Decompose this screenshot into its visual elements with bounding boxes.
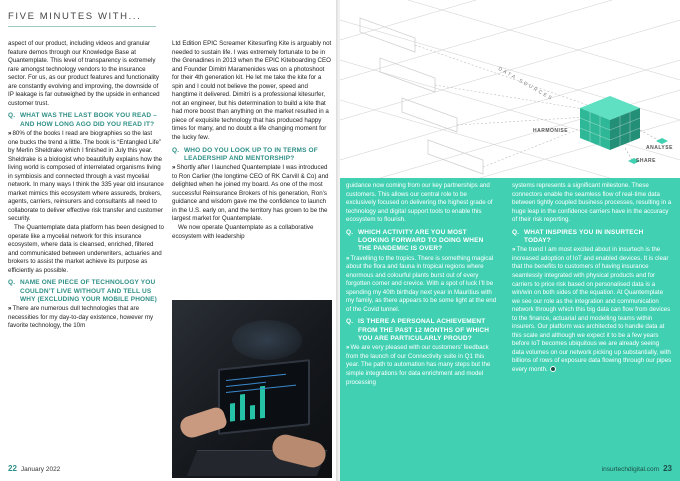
right-column-2 [512,182,672,375]
data-flow-diagram [340,0,680,178]
question-heading [512,229,672,246]
hand-left [178,405,229,440]
screen-bar [260,386,265,419]
harmonise-label: HARMONISE [533,128,569,134]
screen-bar [250,405,255,420]
question-label: Q. [8,279,16,287]
body-paragraph: The Quantemplate data platform has been designed to operate like a mycelial network for this insurance ecosystem, where data is cleansed, enriched, filtered and communicated between underwriters, actuaries and brokers to assist the market achieve its purpose as efficiently as possible. [8,223,164,274]
page-number: 23 [663,464,672,473]
screen-bar [240,394,245,421]
screen-bar [230,403,235,422]
answer-arrow-icon: » [8,129,11,137]
question-label: Q. [346,318,354,326]
question-heading [8,279,164,304]
screen-line [226,374,286,381]
answer-arrow-icon: » [512,246,515,254]
answer-paragraph [512,246,672,374]
end-of-article-icon [550,366,556,372]
answer-arrow-icon: » [8,305,11,313]
answer-text: There are numerous dull technologies that are necessities for my day-to-day existence, however my favorite technology, the 10m [8,305,154,330]
left-column-2 [172,40,332,241]
answer-paragraph [172,164,332,224]
question-text: WHO DO YOU LOOK UP TO IN TERMS OF LEADERSHIP AND MENTORSHIP? [184,146,318,162]
data-sources-label: DATA SOURCES [497,66,555,103]
question-heading [8,112,164,129]
site-url: insurtechdigital.com [601,466,660,473]
right-page [340,0,680,481]
answer-arrow-icon: » [346,254,349,262]
question-label: Q. [512,228,520,236]
issue-date: January 2022 [20,466,61,473]
question-text: NAME ONE PIECE OF TECHNOLOGY YOU COULDN’T LIVE WITHOUT AND TELL US WHY (EXCLUDING YOUR MOBILE PHONE) [20,279,157,303]
answer-paragraph [8,305,164,331]
question-heading [346,318,498,343]
answer-text: The trend I am most excited about in insurtech is the increased adoption of IoT and enabled devices. It is clear that the benefits to customers of having insurance seamlessly integrated with physical products and for carriers to price risk based on personalised data is a win/win on both sides of the equation. At Quantemplate we see our role as the integration and communication network through which this big data can flow from devices to the finance, actuarial and modelling teams within insurers. Our platform was architected to handle data at this scale and although we expect it to be a few years before IoT becomes ubiquitous we are already seeing data volumes on our network picking up substantially, with billions of rows of exposure data flowing through our pipes every month. [512,246,672,373]
answer-text: We are very pleased with our customers’ feedback from the launch of our Connectivity suite in Q1 this year. The path to automation has many steps but the simple integrations for data enrichment and model processing [346,344,491,386]
question-text: IS THERE A PERSONAL ACHIEVEMENT FROM THE PAST 12 MONTHS OF WHICH YOU ARE PARTICULARLY PROUD? [358,318,490,343]
question-label: Q. [172,146,180,154]
question-text: WHAT INSPIRES YOU IN INSURTECH TODAY? [524,228,644,245]
laptop-photo [172,300,332,478]
page-number: 22 [8,464,17,473]
diagram-svg [340,0,680,178]
photo-glow [232,320,302,360]
section-title: FIVE MINUTES WITH... [8,11,142,22]
laptop-screen [218,359,310,435]
analyse-node-icon [656,138,668,144]
answer-paragraph [346,344,498,387]
left-column-1 [8,40,164,331]
answer-paragraph [346,255,498,315]
right-folio [602,464,672,473]
question-heading [346,229,498,254]
answer-text: Travelling to the tropics. There is something magical about the flora and fauna in tropical regions where enormous and colourful plants burst out of every forgotten corner and crevice. With a spot of luck I’ll be spending my 40th birthday next year in Mauritius with my family, as there appears to be some light at the end of the Covid tunnel. [346,254,497,313]
body-paragraph: systems represents a significant milestone. These connectors enable the seamless flow of real-time data between tightly coupled business processes, resulting in a huge leap in the confidence carriers have in the accuracy of their risk reporting. [512,182,672,224]
body-paragraph: Ltd Edition EPIC Screamer Kitesurfing Kite is arguably not needed to sustain life. I was extremely fortunate to be in the Grenadines in 2013 when the EPIC Kiteboarding CEO and Founder Dimitri Maramenides was on a photoshoot for their 4th generation kit. He let me take the kite for a spin and I could not believe the power, speed and hangtime it delivered. Dimitri is a professional kitesurfer, not an engineer, but his determination to build a kite that had more boost than anything on the market resulted in a piece of exquisite technology that has produced happy times for many, and no doubt a life changing moment for the lucky few. [172,40,332,142]
question-label: Q. [8,112,16,120]
right-column-1 [346,182,498,387]
share-label: SHARE [636,158,657,164]
question-heading [172,147,332,164]
answer-text: 80% of the books I read are biographies so the last one bucks the trend a little. The book is “Entangled Life” by Merlin Sheldrake which I finished in July this year. Sheldrake is a biologist who beautifully explains how the living world is composed of interrelated organisms living in symbiosis and connected through a vast mycelial network. In many ways I think the 335 year old insurance market mimics this ecosystem where assureds, brokers, agents, carriers, reinsurers and consultants all need to collaborate to deliver effective risk transfer and customer security. [8,129,164,223]
answer-text: Shortly after I launched Quantemplate I was introduced to Ron Carlier (the longtime CEO of RK Carvill & Co) and delighted when he joined my board. As one of the most successful Reinsurance Brokers of his generation, Ron’s guidance and wisdom gave me the confidence to launch in the U.S. early on, and the territory has grown to be the largest market for Quantemplate. [172,164,329,223]
question-label: Q. [346,228,354,236]
body-paragraph: guidance now coming from our key partnerships and customers. This allows our central role to be exclusively focused on delivering the highest grade of technology and digital support tools to enable this ecosystem to flourish. [346,182,493,224]
question-text: WHAT WAS THE LAST BOOK YOU READ – AND HOW LONG AGO DID YOU READ IT? [20,112,157,128]
answer-arrow-icon: » [346,344,349,352]
left-page [0,0,338,481]
body-paragraph: aspect of our product, including videos and granular feature demos through our Knowledge Base at Quantemplate. This level of transparency is extremely rare amongst technology vendors to the insurance sector. For us, as our product features and functionality are constantly evolving and improving, the downside of IP leakage is far outweighed by the upside in enhanced customer trust. [8,40,160,107]
answer-paragraph [8,130,164,224]
answer-arrow-icon: » [172,164,175,172]
question-text: WHICH ACTIVITY ARE YOU MOST LOOKING FORWARD TO DOING WHEN THE PANDEMIC IS OVER? [358,228,484,253]
analyse-label: ANALYSE [646,145,673,151]
left-folio [8,464,60,473]
title-rule [8,26,156,27]
body-paragraph: We now operate Quantemplate as a collaborative ecosystem with leadership [172,223,314,240]
